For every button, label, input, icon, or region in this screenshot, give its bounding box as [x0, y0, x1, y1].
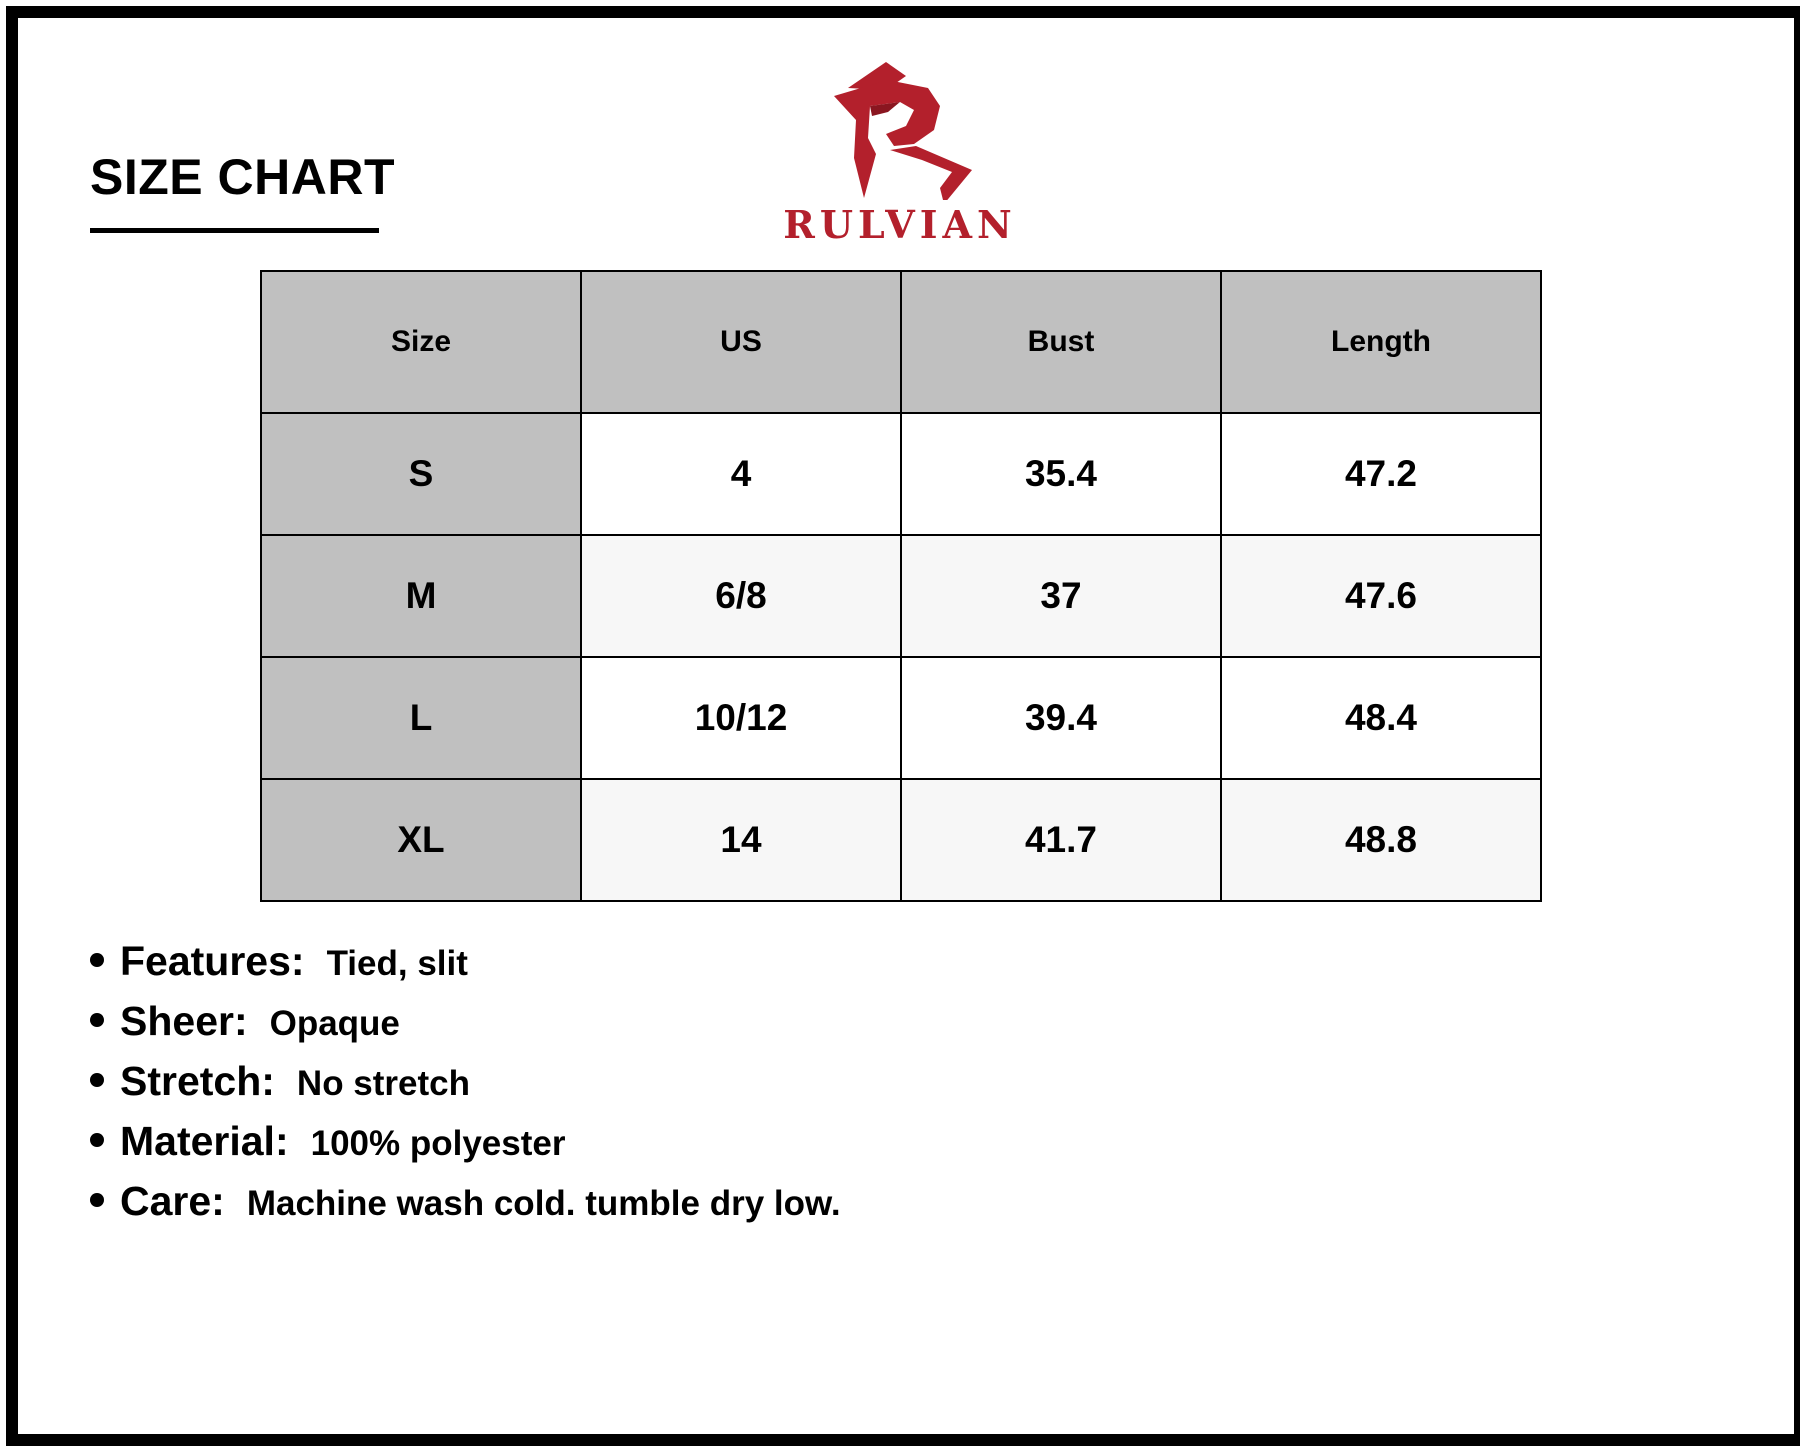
length-cell: 47.6 [1221, 535, 1541, 657]
product-specs-list [90, 938, 841, 1238]
table-row [261, 657, 1541, 779]
size-cell: XL [261, 779, 581, 901]
spec-item-care [90, 1178, 841, 1238]
spec-item-features [90, 938, 841, 998]
us-cell: 6/8 [581, 535, 901, 657]
bullet-icon [90, 1133, 104, 1147]
spec-label: Stretch: [120, 1058, 275, 1104]
spec-item-sheer [90, 998, 841, 1058]
brand-name: RULVIAN [783, 202, 1017, 247]
bust-cell: 39.4 [901, 657, 1221, 779]
column-header-length: Length [1221, 271, 1541, 413]
bullet-icon [90, 1013, 104, 1027]
column-header-us: US [581, 271, 901, 413]
spec-label: Care: [120, 1178, 225, 1224]
bullet-icon [90, 1193, 104, 1207]
spec-value: Tied, slit [326, 944, 468, 983]
bust-cell: 37 [901, 535, 1221, 657]
length-cell: 47.2 [1221, 413, 1541, 535]
us-cell: 10/12 [581, 657, 901, 779]
spec-item-stretch [90, 1058, 841, 1118]
spec-label: Sheer: [120, 998, 248, 1044]
spec-value: No stretch [296, 1064, 471, 1103]
bust-cell: 35.4 [901, 413, 1221, 535]
size-cell: S [261, 413, 581, 535]
bust-cell: 41.7 [901, 779, 1221, 901]
table-row [261, 779, 1541, 901]
table-row [261, 413, 1541, 535]
bullet-icon [90, 953, 104, 967]
brand-logo-icon [830, 60, 972, 200]
spec-value: Machine wash cold. tumble dry low. [246, 1184, 841, 1223]
spec-item-material [90, 1118, 841, 1178]
size-table [260, 270, 1542, 902]
us-cell: 14 [581, 779, 901, 901]
title-underline [90, 228, 379, 233]
bullet-icon [90, 1073, 104, 1087]
length-cell: 48.4 [1221, 657, 1541, 779]
spec-value: Opaque [269, 1004, 400, 1043]
page-title: SIZE CHART [90, 149, 395, 205]
spec-label: Features: [120, 938, 305, 984]
spec-value: 100% polyester [310, 1124, 566, 1163]
us-cell: 4 [581, 413, 901, 535]
table-row [261, 535, 1541, 657]
length-cell: 48.8 [1221, 779, 1541, 901]
column-header-bust: Bust [901, 271, 1221, 413]
table-header-row [261, 271, 1541, 413]
size-cell: L [261, 657, 581, 779]
column-header-size: Size [261, 271, 581, 413]
spec-label: Material: [120, 1118, 289, 1164]
size-cell: M [261, 535, 581, 657]
